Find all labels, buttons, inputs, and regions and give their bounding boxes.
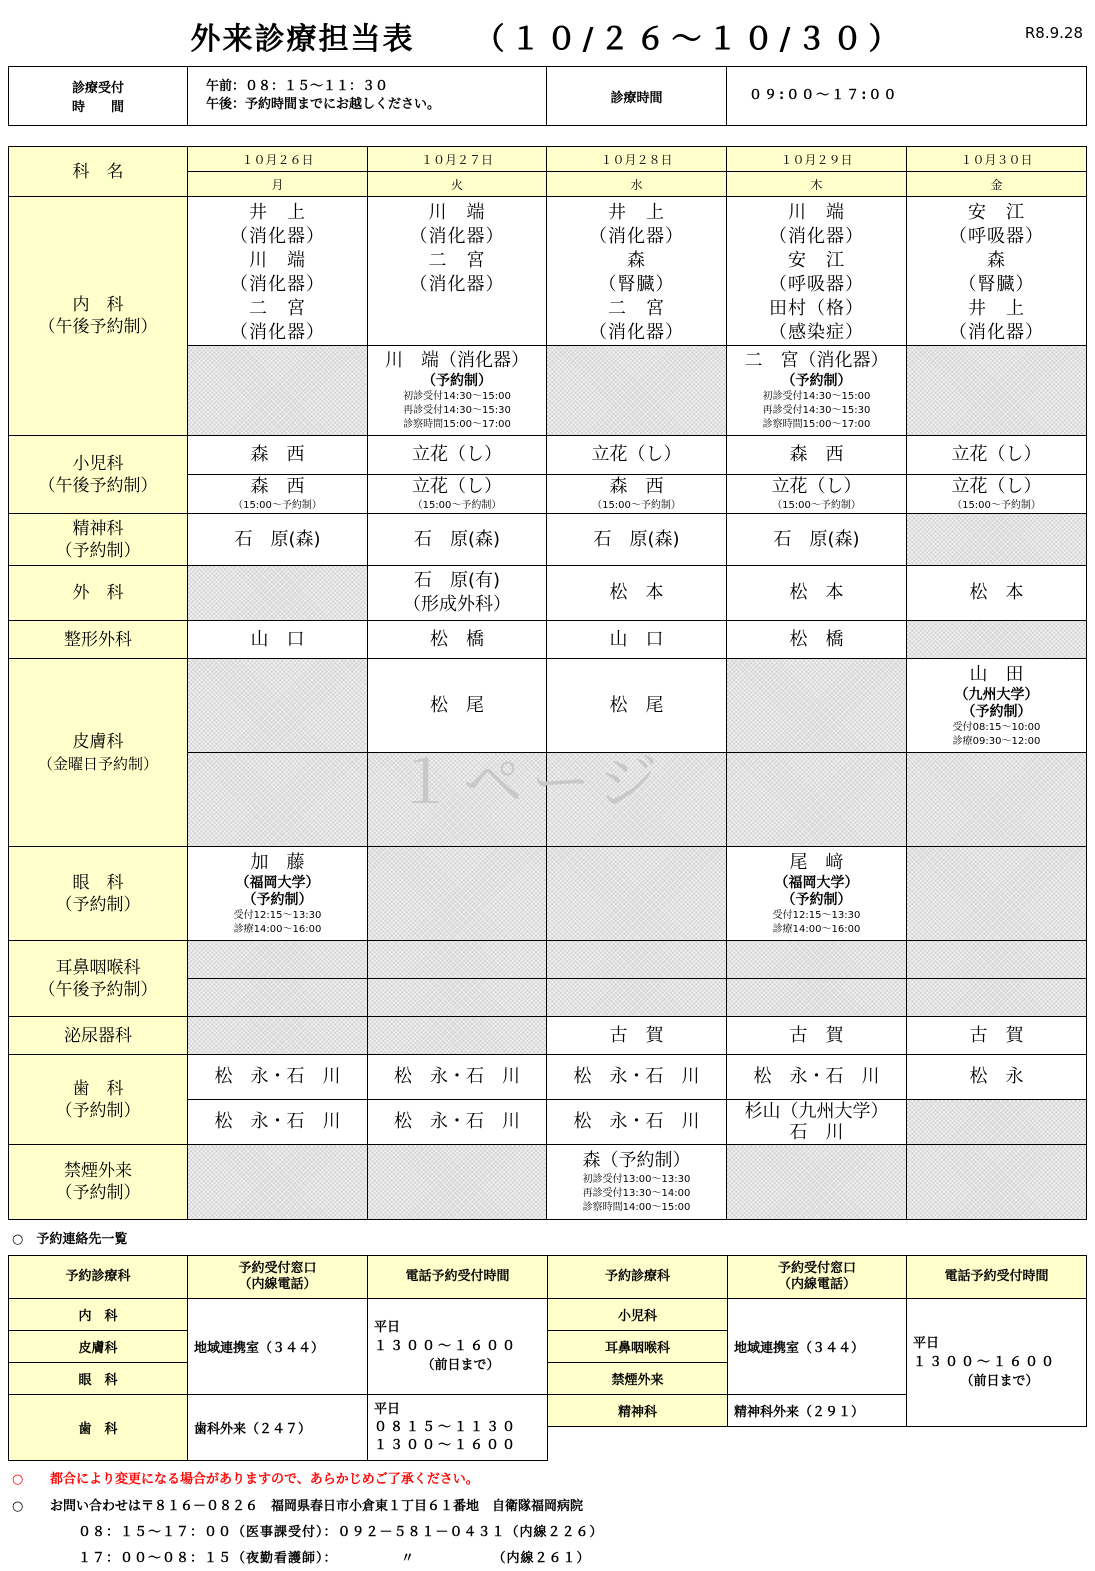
dept-shonika: 小児科 （午後予約制） [9,436,188,514]
hifu-pm-thu [727,753,907,847]
shika-pm-fri [907,1100,1087,1145]
shonika-pm-mon: 森 西 （15:00～予約制） [188,475,368,514]
contacts-blank [548,1427,728,1461]
jibi-pm-fri [907,979,1087,1017]
shika-am-thu: 松 永・石 川 [727,1055,907,1100]
consult-label: 診療時間 [547,67,727,126]
consult-time: ０９:００～１７:００ [727,67,1087,126]
naika-am-tue: 川 端 （消化器） 二 宮 （消化器） [368,197,547,346]
contacts-dept: 歯 科 [9,1395,188,1461]
contacts-dept: 内 科 [9,1299,188,1331]
day-header: 月 [188,172,368,197]
contacts-header-dept: 予約診療科 [9,1256,188,1299]
jibi-am-fri [907,941,1087,979]
jibi-pm-tue [368,979,547,1017]
revision-date: R8.9.28 [1024,24,1083,42]
kinen-mon [188,1145,368,1220]
ganka-thu: 尾 﨑 （福岡大学） （予約制） 受付12:15～13:30 診療14:00～16:00 [727,847,907,941]
jibi-pm-mon [188,979,368,1017]
contacts-blank [907,1427,1087,1461]
kinen-fri [907,1145,1087,1220]
kinen-thu [727,1145,907,1220]
hifu-am-fri: 山 田 （九州大学） （予約制） 受付08:15～10:00 診療09:30～12:00 [907,659,1087,753]
dept-hinyoki: 泌尿器科 [9,1017,188,1055]
dept-header: 科 名 [9,147,188,197]
hinyoki-wed: 古 賀 [547,1017,727,1055]
contacts-window: 精神科外来（２９１） [728,1395,907,1427]
hours-table [8,66,1087,126]
dept-seikei: 整形外科 [9,621,188,659]
seikei-tue: 松 橋 [368,621,547,659]
dept-ganka: 眼 科 （予約制） [9,847,188,941]
naika-pm-fri [907,346,1087,436]
dept-kinen: 禁煙外来 （予約制） [9,1145,188,1220]
hinyoki-fri: 古 賀 [907,1017,1087,1055]
date-header: １０月２９日 [727,147,907,172]
contacts-dept: 精神科 [548,1395,728,1427]
kinen-wed: 森（予約制） 初診受付13:00～13:30 再診受付13:30～14:00 診察時間14:00～15:00 [547,1145,727,1220]
date-header: １０月２８日 [547,147,727,172]
shonika-pm-thu: 立花（し） （15:00～予約制） [727,475,907,514]
shonika-am-mon: 森 西 [188,436,368,475]
shika-pm-thu: 杉山（九州大学） 石 川 [727,1100,907,1145]
ganka-mon: 加 藤 （福岡大学） （予約制） 受付12:15～13:30 診療14:00～16:00 [188,847,368,941]
hifu-pm-wed [547,753,727,847]
shonika-am-thu: 森 西 [727,436,907,475]
seikei-wed: 山 口 [547,621,727,659]
reception-label: 診療受付 時 間 [9,67,188,126]
contacts-window: 歯科外来（２４７） [188,1395,368,1461]
contacts-header-time: 電話予約受付時間 [907,1256,1087,1299]
naika-pm-tue: 川 端（消化器） （予約制） 初診受付14:30～15:00 再診受付14:30～15:30 診察時間15:00～17:00 [368,346,547,436]
ganka-fri [907,847,1087,941]
seikei-thu: 松 橋 [727,621,907,659]
naika-pm-wed [547,346,727,436]
dept-hifu: 皮膚科 （金曜日予約制） [9,659,188,847]
page-title [0,14,1095,58]
contacts-time: 平日 ０８１５～１１３０ １３００～１６００ [368,1395,548,1461]
title-text: 外来診療担当表 [190,22,415,57]
date-header: １０月２６日 [188,147,368,172]
hifu-pm-mon [188,753,368,847]
shika-am-mon: 松 永・石 川 [188,1055,368,1100]
naika-am-mon: 井 上 （消化器） 川 端 （消化器） 二 宮 （消化器） [188,197,368,346]
contacts-window: 地域連携室（３４４） [728,1299,907,1395]
naika-am-wed: 井 上 （消化器） 森 （腎臓） 二 宮 （消化器） [547,197,727,346]
hifu-am-thu [727,659,907,753]
reception-hours: 午前：０８：１５～１１：３０ 午後：予約時間までにお越しください。 [188,67,547,126]
date-header: １０月２７日 [368,147,547,172]
jibi-am-wed [547,941,727,979]
seikei-fri [907,621,1087,659]
shonika-am-tue: 立花（し） [368,436,547,475]
contacts-time: 平日 １３００～１６００ （前日まで） [368,1299,548,1395]
dept-geka: 外 科 [9,566,188,621]
day-header: 水 [547,172,727,197]
jibi-am-tue [368,941,547,979]
hifu-am-tue: 松 尾 [368,659,547,753]
seikei-mon: 山 口 [188,621,368,659]
hifu-pm-fri [907,753,1087,847]
contacts-dept: 皮膚科 [9,1331,188,1363]
ganka-tue [368,847,547,941]
jibi-am-mon [188,941,368,979]
dept-shika: 歯 科 （予約制） [9,1055,188,1145]
change-notice: ○ 都合により変更になる場合がありますので、あらかじめご了承ください。 [12,1472,479,1487]
contacts-window: 地域連携室（３４４） [188,1299,368,1395]
shika-am-wed: 松 永・石 川 [547,1055,727,1100]
day-header: 金 [907,172,1087,197]
dept-seishin: 精神科 （予約制） [9,514,188,566]
shika-pm-mon: 松 永・石 川 [188,1100,368,1145]
ganka-wed [547,847,727,941]
day-header: 木 [727,172,907,197]
phone-line-day: ０８：１５～１７：００（医事課受付）：０９２－５８１－０４３１（内線２２６） [78,1525,604,1540]
geka-wed: 松 本 [547,566,727,621]
day-header: 火 [368,172,547,197]
seishin-thu: 石 原(森) [727,514,907,566]
seishin-mon: 石 原(森) [188,514,368,566]
dept-naika: 内 科 （午後予約制） [9,197,188,436]
contacts-section-title: ○ 予約連絡先一覧 [12,1232,128,1247]
naika-am-fri: 安 江 （呼吸器） 森 （腎臓） 井 上 （消化器） [907,197,1087,346]
shonika-pm-tue: 立花（し） （15:00～予約制） [368,475,547,514]
contacts-table [8,1255,1087,1461]
seishin-tue: 石 原(森) [368,514,547,566]
contacts-blank [728,1427,907,1461]
contacts-dept: 小児科 [548,1299,728,1331]
shika-am-fri: 松 永 [907,1055,1087,1100]
hinyoki-tue [368,1017,547,1055]
inquiry-address: ○ お問い合わせは〒８１６－０８２６ 福岡県春日市小倉東１丁目６１番地 自衛隊福岡病院 [12,1499,584,1514]
date-range: （１０/２６～１０/３０） [474,22,905,57]
geka-tue: 石 原(有) （形成外科） [368,566,547,621]
seishin-wed: 石 原(森) [547,514,727,566]
naika-pm-thu: 二 宮（消化器） （予約制） 初診受付14:30～15:00 再診受付14:30～15:30 診察時間15:00～17:00 [727,346,907,436]
jibi-am-thu [727,941,907,979]
hinyoki-thu: 古 賀 [727,1017,907,1055]
contacts-header-dept: 予約診療科 [548,1256,728,1299]
contacts-dept: 耳鼻咽喉科 [548,1331,728,1363]
shika-pm-wed: 松 永・石 川 [547,1100,727,1145]
hinyoki-mon [188,1017,368,1055]
date-header: １０月３０日 [907,147,1087,172]
shika-pm-tue: 松 永・石 川 [368,1100,547,1145]
hifu-am-mon [188,659,368,753]
naika-pm-mon [188,346,368,436]
jibi-pm-wed [547,979,727,1017]
shonika-am-wed: 立花（し） [547,436,727,475]
seishin-fri [907,514,1087,566]
contacts-dept: 眼 科 [9,1363,188,1395]
contacts-header-window: 予約受付窓口 （内線電話） [728,1256,907,1299]
phone-line-night: １７：００～０８：１５（夜勤看護師）： 〃 （内線２６１） [78,1551,591,1566]
geka-thu: 松 本 [727,566,907,621]
naika-am-thu: 川 端 （消化器） 安 江 （呼吸器） 田村（格） （感染症） [727,197,907,346]
kinen-tue [368,1145,547,1220]
contacts-header-window: 予約受付窓口 （内線電話） [188,1256,368,1299]
page-watermark: １ページ [395,748,666,818]
geka-mon [188,566,368,621]
contacts-dept: 禁煙外来 [548,1363,728,1395]
dept-jibi: 耳鼻咽喉科 （午後予約制） [9,941,188,1017]
geka-fri: 松 本 [907,566,1087,621]
contacts-header-time: 電話予約受付時間 [368,1256,548,1299]
shonika-am-fri: 立花（し） [907,436,1087,475]
shika-am-tue: 松 永・石 川 [368,1055,547,1100]
jibi-pm-thu [727,979,907,1017]
shonika-pm-wed: 森 西 （15:00～予約制） [547,475,727,514]
contacts-time: 平日 １３００～１６００ （前日まで） [907,1299,1087,1427]
hifu-pm-tue [368,753,547,847]
schedule-table [8,146,1087,1220]
hifu-am-wed: 松 尾 [547,659,727,753]
shonika-pm-fri: 立花（し） （15:00～予約制） [907,475,1087,514]
